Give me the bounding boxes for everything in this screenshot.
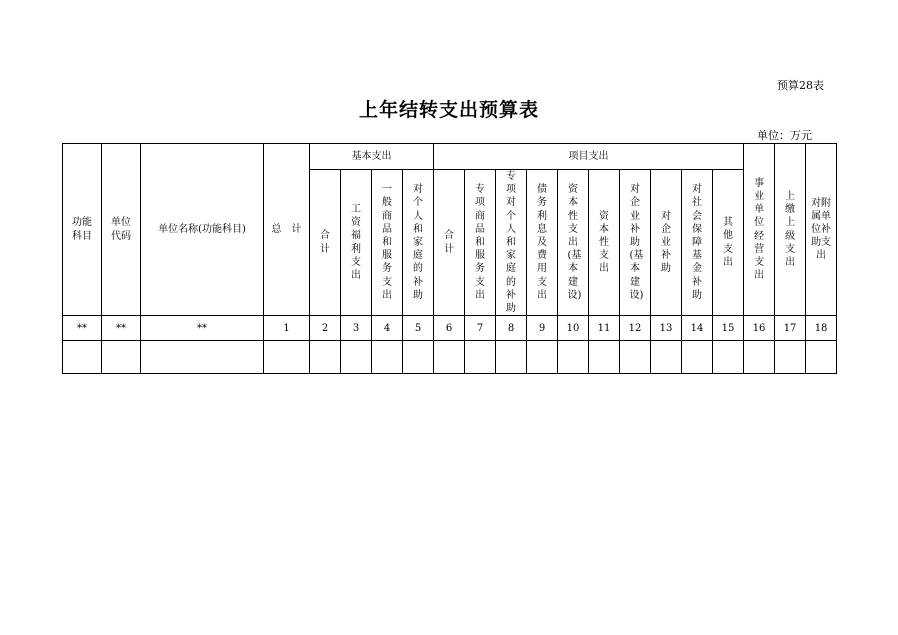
data-cell: [102, 341, 141, 374]
number-cell: 17: [775, 316, 806, 341]
data-cell: [589, 341, 620, 374]
header-basic-household: 对个人和家庭的补助: [403, 170, 434, 316]
data-cell: [806, 341, 837, 374]
budget-table: [62, 143, 837, 374]
number-cell: 18: [806, 316, 837, 341]
header-subsidy: 对附属单位补助支出: [806, 144, 837, 316]
header-basic-group: 基本支出: [310, 144, 434, 170]
header-project-total: 合计: [434, 170, 465, 316]
number-cell: 11: [589, 316, 620, 341]
number-cell: 4: [372, 316, 403, 341]
number-row: [63, 316, 837, 341]
form-number: 预算28表: [777, 79, 824, 92]
data-cell: [775, 341, 806, 374]
data-cell: [310, 341, 341, 374]
data-cell: [651, 341, 682, 374]
data-cell: [341, 341, 372, 374]
header-project-social-security: 对社会保障基金补助: [682, 170, 713, 316]
data-cell: [527, 341, 558, 374]
header-unit-code: 单位代码: [102, 144, 141, 316]
page-title: 上年结转支出预算表: [358, 99, 539, 121]
number-cell: 9: [527, 316, 558, 341]
header-project-capital: 资本性支出: [589, 170, 620, 316]
header-basic-salary: 工资福利支出: [341, 170, 372, 316]
number-cell: 1: [264, 316, 310, 341]
number-cell: 6: [434, 316, 465, 341]
data-cell: [264, 341, 310, 374]
data-cell: [682, 341, 713, 374]
number-cell: 10: [558, 316, 589, 341]
number-cell: 15: [713, 316, 744, 341]
header-basic-goods: 一般商品和服务支出: [372, 170, 403, 316]
header-enterprise: 事业单位经营支出: [744, 144, 775, 316]
header-project-household: 专项对个人和家庭的补助: [496, 170, 527, 316]
data-cell: [403, 341, 434, 374]
header-upper: 上缴上级支出: [775, 144, 806, 316]
data-cell: [558, 341, 589, 374]
header-project-goods: 专项商品和服务支出: [465, 170, 496, 316]
data-cell: [63, 341, 102, 374]
unit-label: 单位：万元: [757, 129, 812, 142]
data-cell: [372, 341, 403, 374]
header-project-capital-construction: 资本性支出(基本建设): [558, 170, 589, 316]
header-project-group: 项目支出: [434, 144, 744, 170]
data-row: [63, 341, 837, 374]
number-cell: **: [141, 316, 264, 341]
header-total: 总 计: [264, 144, 310, 316]
number-cell: 16: [744, 316, 775, 341]
header-project-enterprise-construction: 对企业补助(基本建设): [620, 170, 651, 316]
data-cell: [465, 341, 496, 374]
data-cell: [434, 341, 465, 374]
data-cell: [141, 341, 264, 374]
data-cell: [713, 341, 744, 374]
data-cell: [496, 341, 527, 374]
number-cell: 2: [310, 316, 341, 341]
number-cell: 13: [651, 316, 682, 341]
number-cell: 3: [341, 316, 372, 341]
header-func-subject: 功能科目: [63, 144, 102, 316]
number-cell: **: [63, 316, 102, 341]
header-project-other: 其他支出: [713, 170, 744, 316]
number-cell: 14: [682, 316, 713, 341]
header-basic-total: 合计: [310, 170, 341, 316]
number-cell: 7: [465, 316, 496, 341]
data-cell: [744, 341, 775, 374]
header-project-enterprise: 对企业补助: [651, 170, 682, 316]
header-project-debt: 债务利息及费用支出: [527, 170, 558, 316]
data-cell: [620, 341, 651, 374]
number-cell: 5: [403, 316, 434, 341]
header-unit-name: 单位名称(功能科目): [141, 144, 264, 316]
number-cell: 8: [496, 316, 527, 341]
number-cell: 12: [620, 316, 651, 341]
number-cell: **: [102, 316, 141, 341]
